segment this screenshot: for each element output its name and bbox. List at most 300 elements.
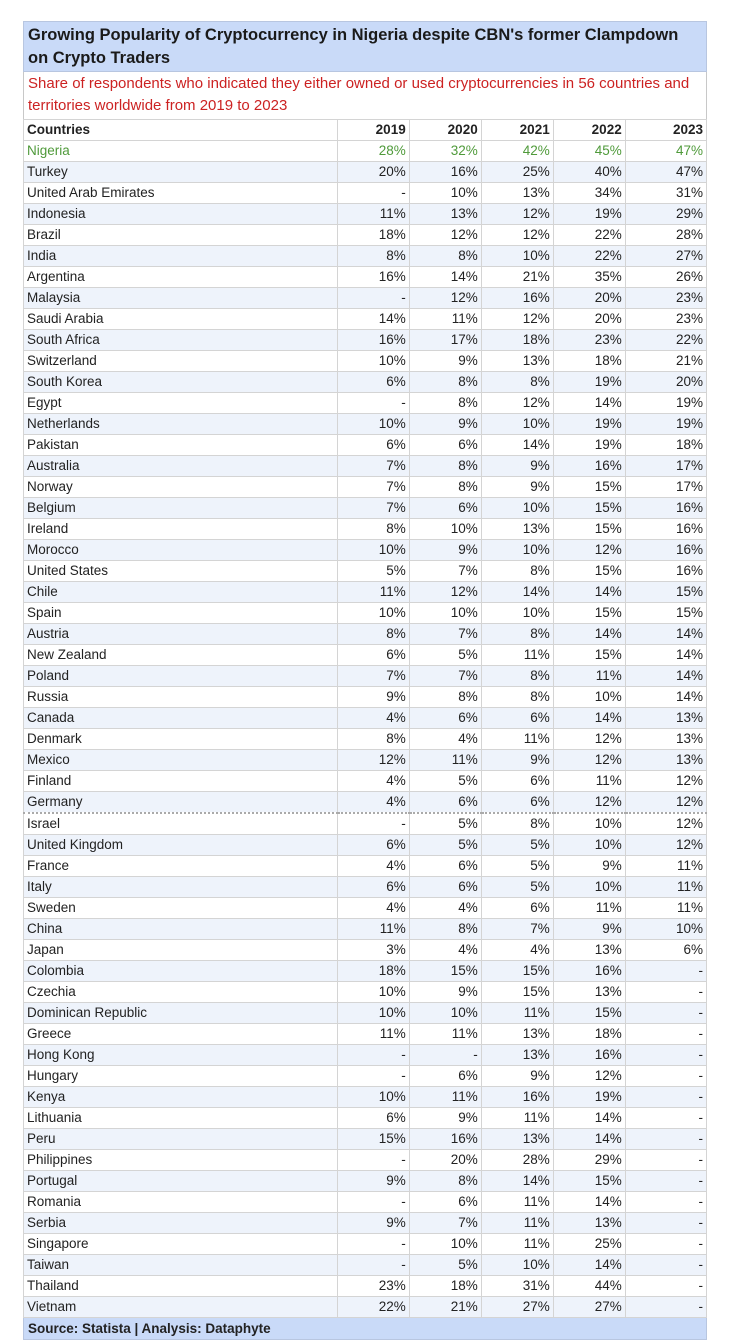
cell-y2019: 12% xyxy=(337,750,409,771)
cell-y2020: 6% xyxy=(409,877,481,898)
cell-y2020: 6% xyxy=(409,708,481,729)
cell-y2021: 42% xyxy=(481,141,553,162)
cell-y2023: 12% xyxy=(625,813,706,835)
cell-y2022: 10% xyxy=(553,813,625,835)
table-row xyxy=(24,856,707,877)
cell-y2022: 15% xyxy=(553,477,625,498)
cell-country: Germany xyxy=(24,792,338,814)
cell-y2020: 21% xyxy=(409,1297,481,1318)
crypto-table-card xyxy=(23,21,707,1340)
cell-y2022: 19% xyxy=(553,414,625,435)
cell-y2021: 12% xyxy=(481,225,553,246)
cell-y2019: 4% xyxy=(337,771,409,792)
cell-country: Turkey xyxy=(24,162,338,183)
cell-country: Norway xyxy=(24,477,338,498)
cell-y2020: 8% xyxy=(409,372,481,393)
cell-y2019: 8% xyxy=(337,246,409,267)
cell-y2021: 6% xyxy=(481,792,553,814)
cell-y2023: 15% xyxy=(625,582,706,603)
cell-y2023: 11% xyxy=(625,877,706,898)
cell-y2020: 4% xyxy=(409,898,481,919)
table-row xyxy=(24,477,707,498)
cell-y2021: 5% xyxy=(481,835,553,856)
cell-y2023: - xyxy=(625,1108,706,1129)
cell-y2019: 6% xyxy=(337,435,409,456)
cell-y2021: 8% xyxy=(481,561,553,582)
cell-y2020: 15% xyxy=(409,961,481,982)
cell-y2019: - xyxy=(337,1045,409,1066)
table-row xyxy=(24,1213,707,1234)
cell-country: Nigeria xyxy=(24,141,338,162)
cell-y2019: - xyxy=(337,393,409,414)
cell-country: United Kingdom xyxy=(24,835,338,856)
cell-y2022: 19% xyxy=(553,204,625,225)
cell-y2019: 7% xyxy=(337,477,409,498)
cell-y2021: 21% xyxy=(481,267,553,288)
cell-country: Taiwan xyxy=(24,1255,338,1276)
cell-country: India xyxy=(24,246,338,267)
cell-y2021: 9% xyxy=(481,1066,553,1087)
cell-y2019: - xyxy=(337,1150,409,1171)
header-countries: Countries xyxy=(24,120,338,141)
cell-y2023: 22% xyxy=(625,330,706,351)
table-row xyxy=(24,351,707,372)
cell-country: Greece xyxy=(24,1024,338,1045)
table-row xyxy=(24,561,707,582)
table-title: Growing Popularity of Cryptocurrency in Nigeria despite CBN's former Clampdown on Crypto Traders xyxy=(23,21,707,72)
cell-y2022: 19% xyxy=(553,372,625,393)
cell-country: Czechia xyxy=(24,982,338,1003)
table-row xyxy=(24,1150,707,1171)
cell-y2022: 9% xyxy=(553,856,625,877)
cell-y2021: 10% xyxy=(481,603,553,624)
cell-country: Romania xyxy=(24,1192,338,1213)
cell-country: Finland xyxy=(24,771,338,792)
cell-y2020: 6% xyxy=(409,435,481,456)
cell-y2019: 6% xyxy=(337,645,409,666)
cell-y2019: 18% xyxy=(337,961,409,982)
cell-y2021: 14% xyxy=(481,1171,553,1192)
cell-y2023: 18% xyxy=(625,435,706,456)
cell-y2021: 4% xyxy=(481,940,553,961)
table-row xyxy=(24,519,707,540)
cell-y2019: 10% xyxy=(337,1087,409,1108)
cell-y2022: 19% xyxy=(553,1087,625,1108)
table-row xyxy=(24,1171,707,1192)
cell-country: Mexico xyxy=(24,750,338,771)
cell-country: Netherlands xyxy=(24,414,338,435)
table-row xyxy=(24,309,707,330)
cell-y2020: 5% xyxy=(409,835,481,856)
cell-y2020: 10% xyxy=(409,519,481,540)
cell-y2023: 16% xyxy=(625,540,706,561)
cell-y2019: - xyxy=(337,288,409,309)
cell-y2019: 9% xyxy=(337,687,409,708)
cell-y2023: 23% xyxy=(625,309,706,330)
cell-country: Portugal xyxy=(24,1171,338,1192)
cell-y2022: 14% xyxy=(553,1129,625,1150)
cell-y2022: 15% xyxy=(553,603,625,624)
cell-y2023: 12% xyxy=(625,835,706,856)
cell-y2022: 15% xyxy=(553,1003,625,1024)
cell-y2022: 9% xyxy=(553,919,625,940)
cell-y2021: 8% xyxy=(481,813,553,835)
cell-y2019: 9% xyxy=(337,1171,409,1192)
cell-y2021: 5% xyxy=(481,856,553,877)
table-row xyxy=(24,162,707,183)
cell-y2019: 4% xyxy=(337,708,409,729)
cell-country: Pakistan xyxy=(24,435,338,456)
cell-y2020: 4% xyxy=(409,940,481,961)
cell-y2023: 6% xyxy=(625,940,706,961)
cell-y2021: 10% xyxy=(481,1255,553,1276)
cell-y2021: 6% xyxy=(481,708,553,729)
cell-country: Morocco xyxy=(24,540,338,561)
cell-y2020: 10% xyxy=(409,1003,481,1024)
cell-y2022: 14% xyxy=(553,1255,625,1276)
table-row xyxy=(24,645,707,666)
cell-y2020: 9% xyxy=(409,351,481,372)
table-row xyxy=(24,414,707,435)
cell-y2022: 10% xyxy=(553,877,625,898)
cell-country: Switzerland xyxy=(24,351,338,372)
cell-y2020: 7% xyxy=(409,561,481,582)
cell-y2019: 10% xyxy=(337,1003,409,1024)
cell-country: Singapore xyxy=(24,1234,338,1255)
table-row xyxy=(24,183,707,204)
cell-y2019: 6% xyxy=(337,835,409,856)
cell-y2020: 10% xyxy=(409,603,481,624)
table-row xyxy=(24,1045,707,1066)
cell-y2020: 6% xyxy=(409,498,481,519)
cell-y2023: - xyxy=(625,982,706,1003)
cell-y2019: 10% xyxy=(337,982,409,1003)
cell-country: Russia xyxy=(24,687,338,708)
cell-y2020: 16% xyxy=(409,1129,481,1150)
table-row xyxy=(24,288,707,309)
table-row xyxy=(24,940,707,961)
cell-y2023: 20% xyxy=(625,372,706,393)
cell-country: Thailand xyxy=(24,1276,338,1297)
table-row xyxy=(24,498,707,519)
table-row xyxy=(24,582,707,603)
table-body xyxy=(24,141,707,1318)
header-row xyxy=(24,120,707,141)
cell-country: Ireland xyxy=(24,519,338,540)
cell-y2021: 13% xyxy=(481,1045,553,1066)
cell-y2022: 40% xyxy=(553,162,625,183)
cell-y2020: 9% xyxy=(409,982,481,1003)
cell-y2021: 14% xyxy=(481,435,553,456)
cell-y2022: 15% xyxy=(553,645,625,666)
cell-y2020: 9% xyxy=(409,1108,481,1129)
cell-y2022: 15% xyxy=(553,561,625,582)
cell-y2023: 23% xyxy=(625,288,706,309)
cell-y2019: 10% xyxy=(337,351,409,372)
table-row xyxy=(24,835,707,856)
cell-y2021: 13% xyxy=(481,519,553,540)
cell-y2022: 12% xyxy=(553,792,625,814)
table-row xyxy=(24,1024,707,1045)
table-row xyxy=(24,393,707,414)
cell-y2019: - xyxy=(337,1192,409,1213)
cell-y2022: 15% xyxy=(553,1171,625,1192)
cell-y2019: 10% xyxy=(337,414,409,435)
cell-y2021: 16% xyxy=(481,1087,553,1108)
cell-y2022: 14% xyxy=(553,708,625,729)
cell-y2023: 10% xyxy=(625,919,706,940)
cell-country: Philippines xyxy=(24,1150,338,1171)
cell-y2019: 4% xyxy=(337,792,409,814)
cell-y2019: 8% xyxy=(337,624,409,645)
cell-y2023: 19% xyxy=(625,393,706,414)
cell-y2023: 13% xyxy=(625,708,706,729)
cell-y2022: 29% xyxy=(553,1150,625,1171)
cell-y2022: 23% xyxy=(553,330,625,351)
cell-country: Hungary xyxy=(24,1066,338,1087)
cell-y2022: 14% xyxy=(553,624,625,645)
cell-y2019: 20% xyxy=(337,162,409,183)
cell-country: Vietnam xyxy=(24,1297,338,1318)
table-row xyxy=(24,1087,707,1108)
cell-y2023: - xyxy=(625,1150,706,1171)
table-row xyxy=(24,225,707,246)
cell-country: Spain xyxy=(24,603,338,624)
cell-country: South Korea xyxy=(24,372,338,393)
table-row xyxy=(24,708,707,729)
cell-y2021: 13% xyxy=(481,351,553,372)
cell-y2020: 16% xyxy=(409,162,481,183)
cell-y2019: 8% xyxy=(337,729,409,750)
cell-y2023: 11% xyxy=(625,856,706,877)
cell-y2022: 27% xyxy=(553,1297,625,1318)
cell-y2021: 9% xyxy=(481,456,553,477)
cell-y2020: 5% xyxy=(409,645,481,666)
cell-y2023: 16% xyxy=(625,561,706,582)
cell-y2022: 14% xyxy=(553,1192,625,1213)
cell-y2021: 6% xyxy=(481,898,553,919)
cell-y2021: 11% xyxy=(481,1192,553,1213)
table-row xyxy=(24,919,707,940)
cell-y2020: 8% xyxy=(409,477,481,498)
cell-y2020: 12% xyxy=(409,582,481,603)
cell-y2021: 6% xyxy=(481,771,553,792)
cell-y2023: 12% xyxy=(625,771,706,792)
cell-y2022: 25% xyxy=(553,1234,625,1255)
table-row xyxy=(24,792,707,814)
cell-country: Peru xyxy=(24,1129,338,1150)
header-2020: 2020 xyxy=(409,120,481,141)
cell-y2020: 6% xyxy=(409,1192,481,1213)
cell-y2019: 6% xyxy=(337,1108,409,1129)
cell-y2022: 45% xyxy=(553,141,625,162)
cell-country: Egypt xyxy=(24,393,338,414)
cell-y2019: 10% xyxy=(337,603,409,624)
cell-y2023: 21% xyxy=(625,351,706,372)
cell-y2023: 13% xyxy=(625,729,706,750)
cell-country: Belgium xyxy=(24,498,338,519)
cell-country: Australia xyxy=(24,456,338,477)
cell-y2020: 8% xyxy=(409,246,481,267)
cell-country: Israel xyxy=(24,813,338,835)
cell-y2021: 8% xyxy=(481,666,553,687)
cell-y2020: 11% xyxy=(409,750,481,771)
header-2023: 2023 xyxy=(625,120,706,141)
cell-y2021: 11% xyxy=(481,1003,553,1024)
cell-y2022: 18% xyxy=(553,351,625,372)
table-row xyxy=(24,729,707,750)
cell-y2020: 6% xyxy=(409,792,481,814)
cell-y2021: 25% xyxy=(481,162,553,183)
cell-y2019: 16% xyxy=(337,267,409,288)
cell-y2021: 15% xyxy=(481,961,553,982)
cell-country: Serbia xyxy=(24,1213,338,1234)
cell-y2019: 15% xyxy=(337,1129,409,1150)
table-row xyxy=(24,1066,707,1087)
cell-y2021: 13% xyxy=(481,1024,553,1045)
cell-y2019: 6% xyxy=(337,372,409,393)
cell-y2021: 9% xyxy=(481,477,553,498)
cell-y2021: 11% xyxy=(481,1108,553,1129)
table-row xyxy=(24,1255,707,1276)
cell-y2022: 18% xyxy=(553,1024,625,1045)
cell-country: United States xyxy=(24,561,338,582)
cell-y2020: 5% xyxy=(409,771,481,792)
cell-y2022: 14% xyxy=(553,393,625,414)
cell-y2021: 31% xyxy=(481,1276,553,1297)
cell-country: Austria xyxy=(24,624,338,645)
cell-y2023: - xyxy=(625,1129,706,1150)
cell-y2022: 12% xyxy=(553,540,625,561)
table-row xyxy=(24,1234,707,1255)
cell-y2020: 7% xyxy=(409,624,481,645)
cell-y2021: 12% xyxy=(481,393,553,414)
table-row xyxy=(24,540,707,561)
cell-y2023: - xyxy=(625,1045,706,1066)
cell-y2020: 7% xyxy=(409,666,481,687)
cell-country: New Zealand xyxy=(24,645,338,666)
cell-y2023: 47% xyxy=(625,162,706,183)
cell-y2021: 13% xyxy=(481,183,553,204)
cell-y2022: 15% xyxy=(553,498,625,519)
table-row xyxy=(24,982,707,1003)
source-note: Source: Statista | Analysis: Dataphyte xyxy=(23,1318,707,1340)
cell-y2022: 44% xyxy=(553,1276,625,1297)
cell-y2021: 11% xyxy=(481,1234,553,1255)
cell-y2021: 8% xyxy=(481,624,553,645)
cell-y2019: 4% xyxy=(337,898,409,919)
cell-country: Hong Kong xyxy=(24,1045,338,1066)
cell-y2019: 8% xyxy=(337,519,409,540)
cell-y2019: 16% xyxy=(337,330,409,351)
cell-y2023: 16% xyxy=(625,519,706,540)
cell-y2020: 17% xyxy=(409,330,481,351)
cell-y2020: 8% xyxy=(409,1171,481,1192)
cell-y2020: 6% xyxy=(409,1066,481,1087)
cell-y2019: - xyxy=(337,1066,409,1087)
table-row xyxy=(24,372,707,393)
cell-y2022: 10% xyxy=(553,835,625,856)
cell-y2021: 10% xyxy=(481,414,553,435)
cell-y2023: - xyxy=(625,1171,706,1192)
cell-y2023: - xyxy=(625,961,706,982)
table-row xyxy=(24,666,707,687)
cell-y2020: 12% xyxy=(409,288,481,309)
cell-y2021: 13% xyxy=(481,1129,553,1150)
cell-y2020: 5% xyxy=(409,1255,481,1276)
cell-y2023: 12% xyxy=(625,792,706,814)
cell-y2020: 18% xyxy=(409,1276,481,1297)
cell-y2019: - xyxy=(337,813,409,835)
cell-y2023: 27% xyxy=(625,246,706,267)
header-2022: 2022 xyxy=(553,120,625,141)
header-2019: 2019 xyxy=(337,120,409,141)
table-row xyxy=(24,435,707,456)
cell-y2020: 20% xyxy=(409,1150,481,1171)
cell-y2021: 14% xyxy=(481,582,553,603)
cell-y2019: 22% xyxy=(337,1297,409,1318)
cell-y2022: 11% xyxy=(553,666,625,687)
cell-y2020: - xyxy=(409,1045,481,1066)
cell-y2023: - xyxy=(625,1066,706,1087)
cell-y2021: 7% xyxy=(481,919,553,940)
table-row xyxy=(24,330,707,351)
cell-y2023: 14% xyxy=(625,645,706,666)
cell-country: Argentina xyxy=(24,267,338,288)
cell-country: United Arab Emirates xyxy=(24,183,338,204)
table-row xyxy=(24,898,707,919)
cell-y2022: 16% xyxy=(553,961,625,982)
cell-y2019: 5% xyxy=(337,561,409,582)
cell-y2019: - xyxy=(337,1234,409,1255)
cell-y2020: 11% xyxy=(409,1024,481,1045)
table-row xyxy=(24,1276,707,1297)
cell-y2019: 7% xyxy=(337,498,409,519)
table-row xyxy=(24,246,707,267)
cell-y2023: - xyxy=(625,1003,706,1024)
cell-y2020: 13% xyxy=(409,204,481,225)
cell-country: Dominican Republic xyxy=(24,1003,338,1024)
cell-y2020: 6% xyxy=(409,856,481,877)
data-table xyxy=(23,119,707,1318)
cell-country: Indonesia xyxy=(24,204,338,225)
cell-y2019: 9% xyxy=(337,1213,409,1234)
cell-y2019: 10% xyxy=(337,540,409,561)
cell-y2021: 8% xyxy=(481,687,553,708)
cell-y2020: 11% xyxy=(409,309,481,330)
table-row xyxy=(24,813,707,835)
cell-y2022: 22% xyxy=(553,225,625,246)
cell-y2021: 11% xyxy=(481,1213,553,1234)
cell-y2019: 18% xyxy=(337,225,409,246)
header-2021: 2021 xyxy=(481,120,553,141)
cell-y2021: 18% xyxy=(481,330,553,351)
cell-y2020: 11% xyxy=(409,1087,481,1108)
cell-y2020: 9% xyxy=(409,414,481,435)
cell-y2023: 15% xyxy=(625,603,706,624)
cell-y2022: 13% xyxy=(553,982,625,1003)
cell-y2021: 16% xyxy=(481,288,553,309)
cell-y2021: 5% xyxy=(481,877,553,898)
cell-country: South Africa xyxy=(24,330,338,351)
cell-y2023: - xyxy=(625,1213,706,1234)
table-row xyxy=(24,750,707,771)
cell-y2022: 19% xyxy=(553,435,625,456)
cell-country: Chile xyxy=(24,582,338,603)
table-row xyxy=(24,456,707,477)
cell-y2023: 17% xyxy=(625,477,706,498)
cell-country: Denmark xyxy=(24,729,338,750)
